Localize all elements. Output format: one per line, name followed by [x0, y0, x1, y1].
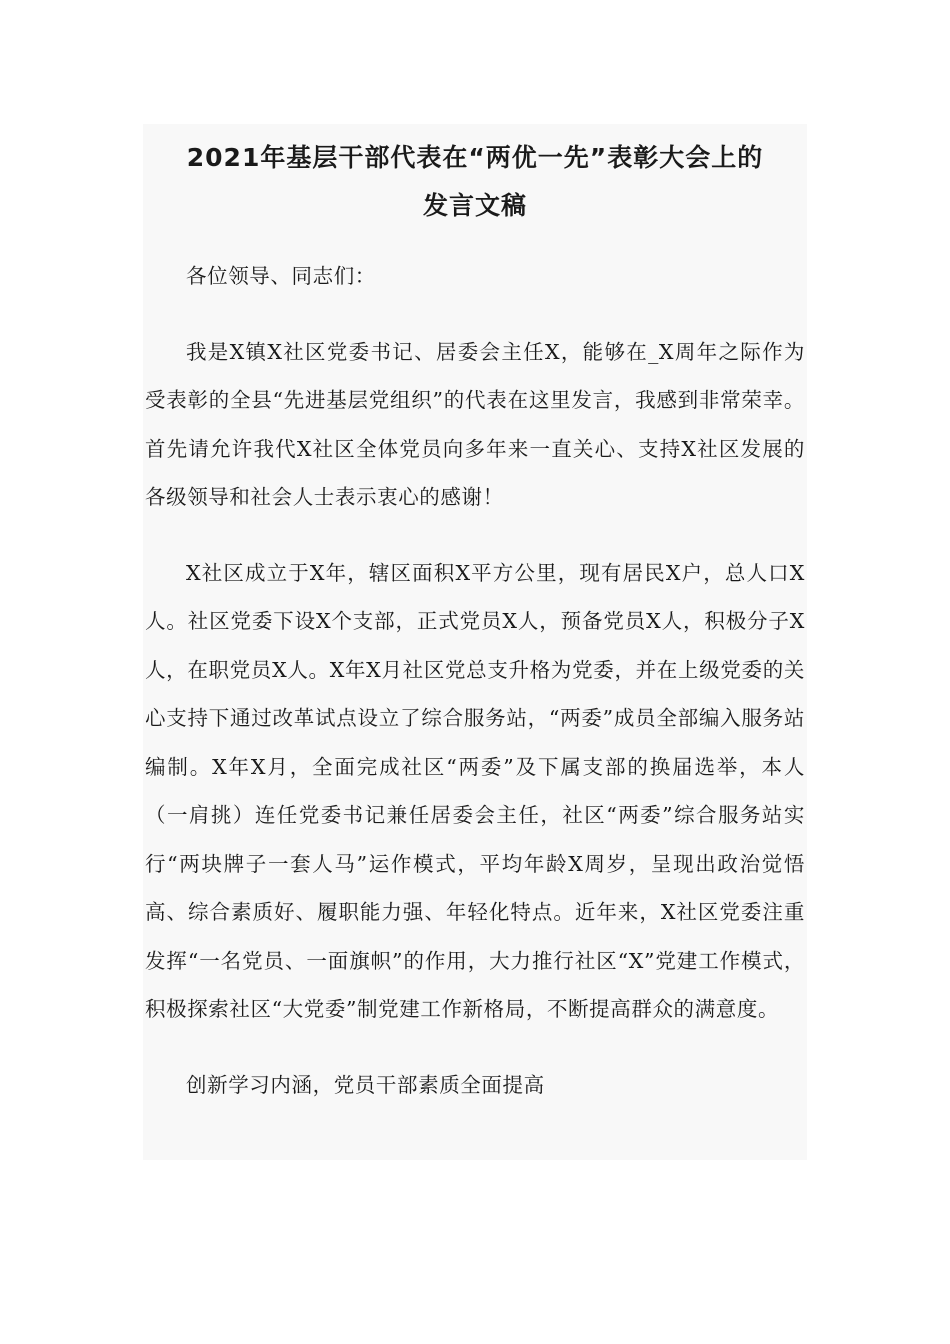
- document-body: [145, 124, 805, 1109]
- paragraph-community-overview: X社区成立于X年，辖区面积X平方公里，现有居民X户，总人口X人。社区党委下设X个支部，正式党员X人，预备党员X人，积极分子X人，在职党员X人。X年X月社区党总支升格为党委，并在上级党委的关心支持下通过改革试点设立了综合服务站，“两委”成员全部编入服务站编制。X年X月，全面完成社区“两委”及下属支部的换届选举，本人（一肩挑）连任党委书记兼任居委会主任，社区“两委”综合服务站实行“两块牌子一套人马”运作模式，平均年龄X周岁，呈现出政治觉悟高、综合素质好、履职能力强、年轻化特点。近年来，X社区党委注重发挥“一名党员、一面旗帜”的作用，大力推行社区“X”党建工作模式，积极探索社区“大党委”制党建工作新格局，不断提高群众的满意度。: [145, 560, 805, 1021]
- section-heading: 创新学习内涵，党员干部素质全面提高: [186, 1072, 545, 1097]
- title-line-1: 2021年基层干部代表在“两优一先”表彰大会上的: [186, 143, 764, 172]
- salutation: 各位领导、同志们：: [186, 264, 376, 288]
- paragraph-intro: 我是X镇X社区党委书记、居委会主任X，能够在_X周年之际作为受表彰的全县“先进基层党组织”的代表在这里发言，我感到非常荣幸。首先请允许我代X社区全体党员向多年来一直关心、支持X社区发展的各级领导和社会人士表示衷心的感谢！: [145, 339, 805, 509]
- document-title: [145, 124, 805, 230]
- title-line-2: 发言文稿: [422, 191, 527, 220]
